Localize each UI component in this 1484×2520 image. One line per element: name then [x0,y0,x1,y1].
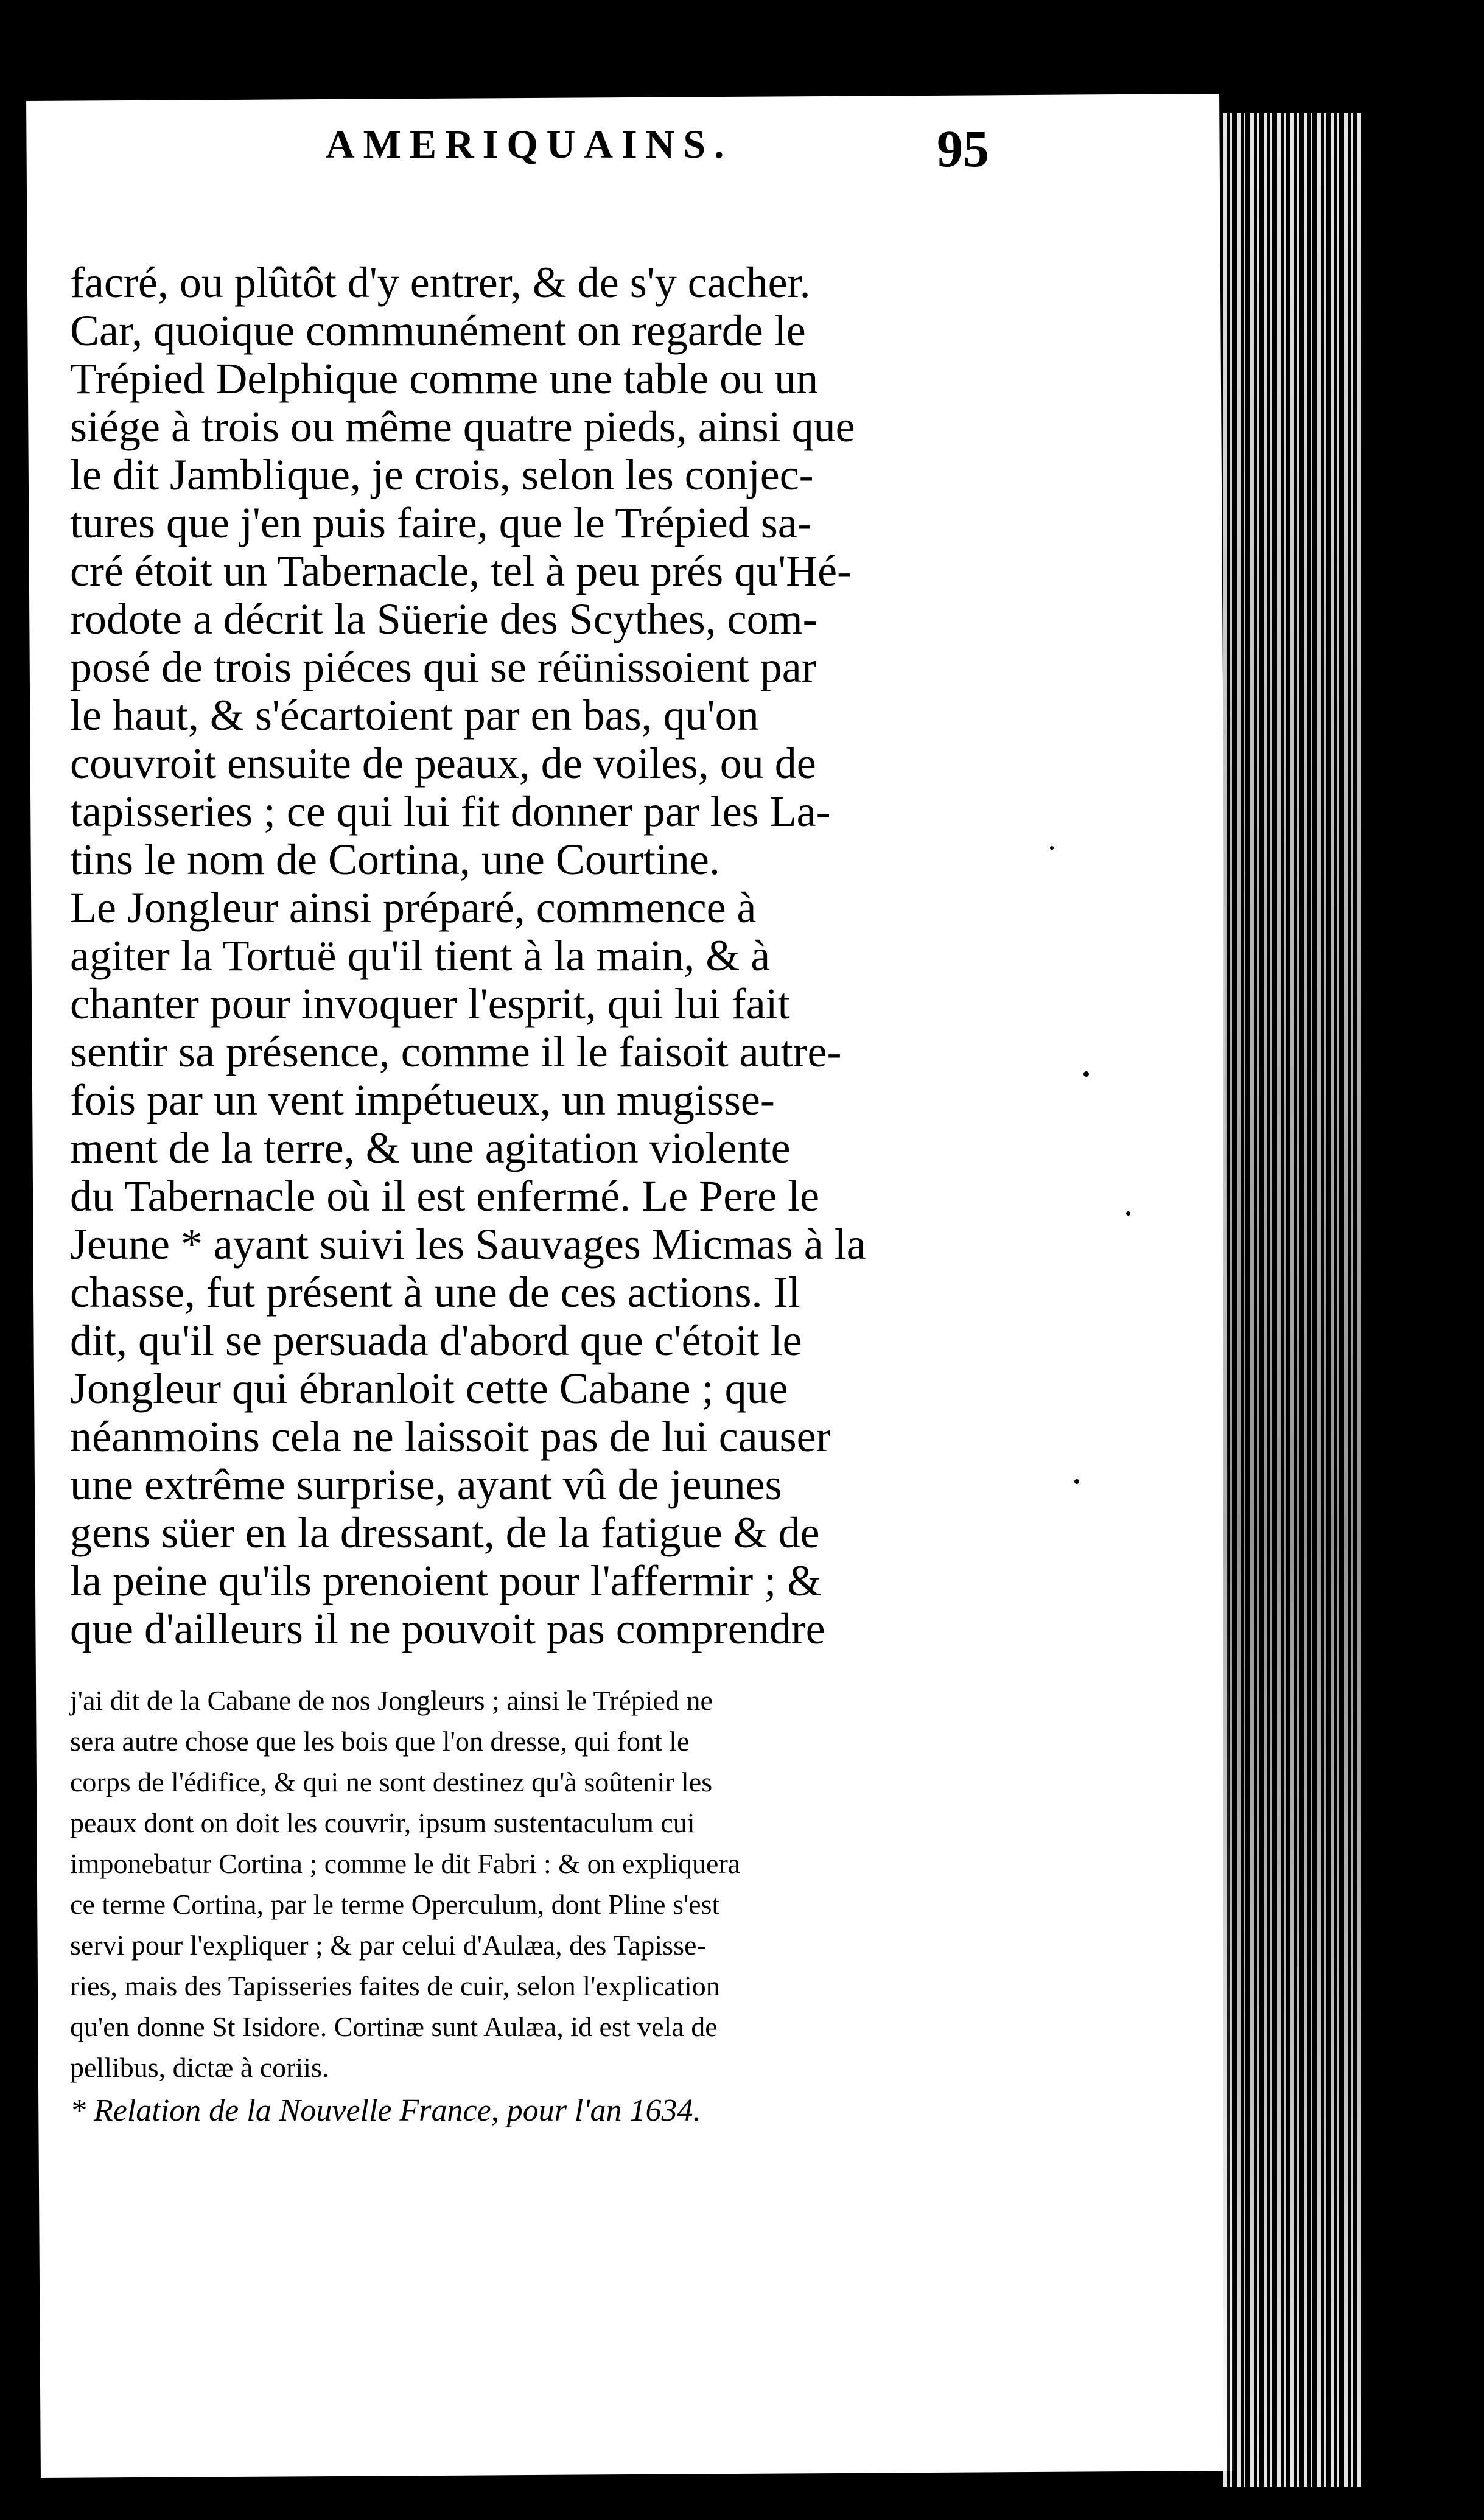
body-line: tapisseries ; ce qui lui fit donner par les La- [70,787,831,836]
body-line: chasse, fut présent à une de ces actions. Il [70,1268,800,1317]
footnote-line: ries, mais des Tapisseries faites de cuir, selon l'explication [70,1970,720,2001]
body-line: ment de la terre, & une agitation violente [70,1124,791,1172]
footnotes [70,1680,1023,2131]
body-line: Car, quoique communément on regarde le [70,306,806,355]
dust-speck [1126,1211,1130,1216]
body-line: chanter pour invoquer l'esprit, qui lui fait [70,979,790,1028]
body-line: posé de trois piéces qui se réünissoient par [70,643,816,691]
body-line: tins le nom de Cortina, une Courtine. [70,835,720,884]
body-line: Jeune * ayant suivi les Sauvages Micmas à la [70,1220,866,1269]
body-line: que d'ailleurs il ne pouvoit pas comprendre [70,1605,825,1653]
dust-speck [1083,1071,1089,1077]
body-line: Trépied Delphique comme une table ou un [70,354,819,403]
body-line: cré étoit un Tabernacle, tel à peu prés qu'Hé- [70,547,852,595]
dust-speck [1050,846,1054,850]
body-line: tures que j'en puis faire, que le Trépied sa- [70,499,812,547]
body-line: agiter la Tortuë qu'il tient à la main, & à [70,931,771,980]
body-line: couvroit ensuite de peaux, de voiles, ou de [70,739,816,788]
body-line: le dit Jamblique, je crois, selon les conjec- [70,450,814,499]
footnote-line: ce terme Cortina, par le terme Operculum, dont Pline s'est [70,1889,720,1920]
footnote-line: j'ai dit de la Cabane de nos Jongleurs ; ainsi le Trépied ne [70,1685,713,1716]
body-line: dit, qu'il se persuada d'abord que c'étoit le [70,1316,802,1365]
footnote-line: qu'en donne St Isidore. Cortinæ sunt Aulæa, id est vela de [70,2011,718,2042]
footnote-line: sera autre chose que les bois que l'on dresse, qui font le [70,1726,690,1757]
body-line: rodote a décrit la Süerie des Scythes, com- [70,595,817,643]
body-line: la peine qu'ils prenoient pour l'affermir ; & [70,1556,822,1605]
body-line: du Tabernacle où il est enfermé. Le Pere le [70,1172,820,1220]
footnote-line: imponebatur Cortina ; comme le dit Fabri : & on expliquera [70,1848,741,1879]
body-line: siége à trois ou même quatre pieds, ainsi que [70,402,855,451]
body-line: gens süer en la dressant, de la fatigue & de [70,1508,820,1557]
body-line: facré, ou plûtôt d'y entrer, & de s'y cacher. [70,258,811,307]
body-line: Jongleur qui ébranloit cette Cabane ; que [70,1364,788,1413]
footnote-line: corps de l'édifice, & qui ne sont destinez qu'à soûtenir les [70,1766,713,1797]
body-line: sentir sa présence, comme il le faisoit autre- [70,1027,842,1076]
page-edges [1223,113,1363,2487]
page-header [295,119,989,189]
body-line: Le Jongleur ainsi préparé, commence à [70,883,757,932]
dust-speck [1074,1479,1079,1484]
page-number: 95 [937,119,989,178]
body-line: néanmoins cela ne laissoit pas de lui causer [70,1412,831,1461]
footnote-line: peaux dont on doit les couvrir, ipsum sustentaculum cui [70,1807,695,1838]
reference-note: * Relation de la Nouvelle France, pour l'an 1634. [70,2093,701,2128]
running-title: AMERIQUAINS. [326,122,733,167]
body-line: le haut, & s'écartoient par en bas, qu'on [70,691,759,740]
body-line: une extrême surprise, ayant vû de jeunes [70,1460,782,1509]
body-text [70,259,1023,1653]
body-line: fois par un vent impétueux, un mugisse- [70,1076,775,1124]
footnote-line: servi pour l'expliquer ; & par celui d'Aulæa, des Tapisse- [70,1930,706,1961]
footnote-line: pellibus, dictæ à coriis. [70,2052,329,2083]
